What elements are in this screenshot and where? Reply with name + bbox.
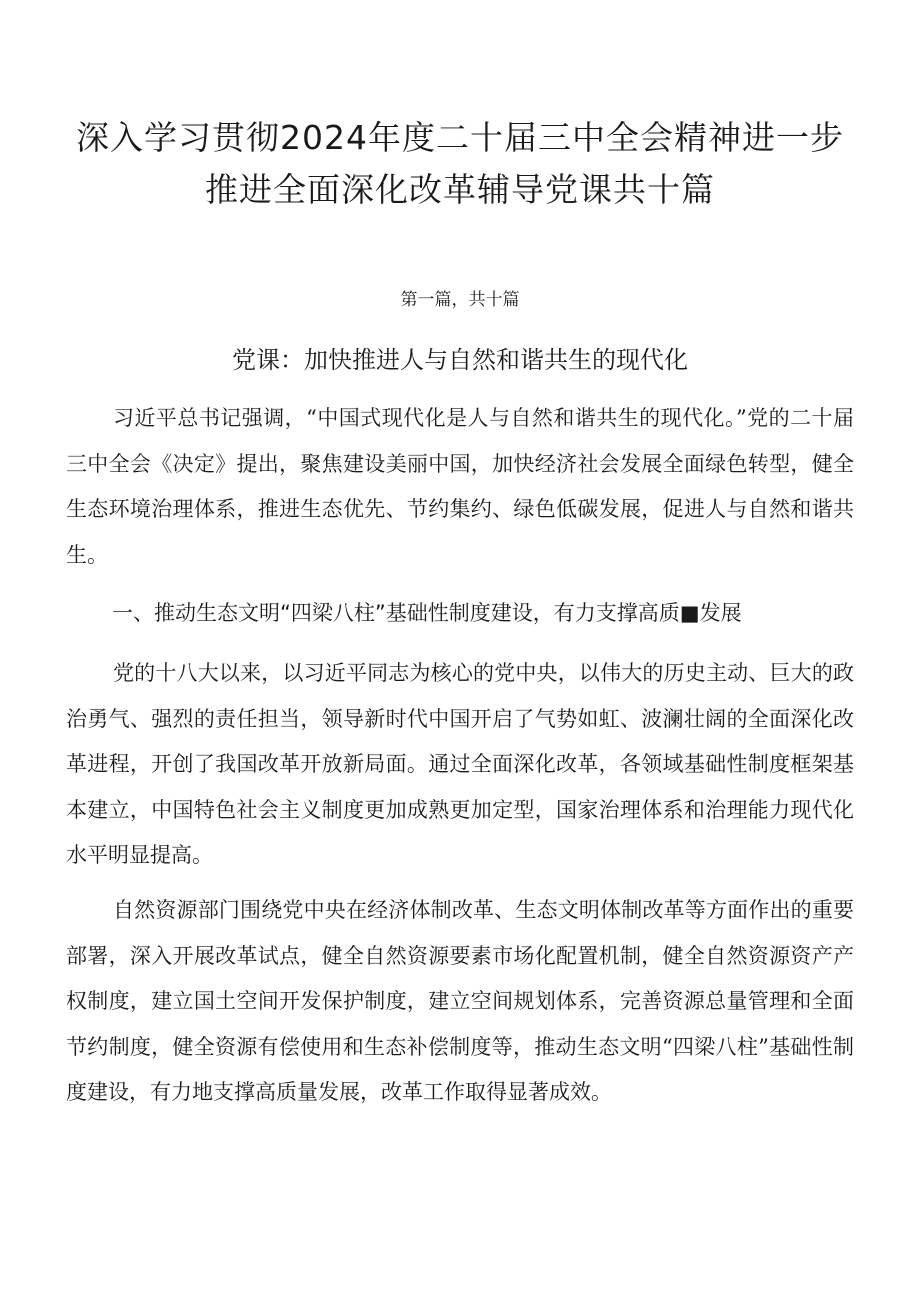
document-title-line-1: 深入学习贯彻2024年度二十届三中全会精神进一步 — [76, 118, 844, 157]
part-label: 第一篇，共十篇 — [400, 290, 520, 310]
paragraph-natural-resources: 自然资源部门围绕党中央在经济体制改革、生态文明体制改革等方面作出的重要部署，深入开展改革试点，健全自然资源要素市场化配置机制，健全自然资源资产产权制度，建立国土空间开发保护制度，建立空间规划体系，完善资源总量管理和全面节约制度，健全资源有偿使用和生态补偿制度等，推动生态文明“四梁八柱”基础性制度建设，有力地支撑高质量发展，改革工作取得显著成效。 — [66, 898, 854, 1104]
document-title-line-2: 推进全面深化改革辅导党课共十篇 — [205, 170, 715, 209]
section-heading-1: 一、推动生态文明“四梁八柱”基础性制度建设，有力支撑高质■发展 — [112, 601, 742, 625]
paragraph-intro: 习近平总书记强调，“中国式现代化是人与自然和谐共生的现代化。”党的二十届三中全会《决定》提出，聚焦建设美丽中国，加快经济社会发展全面绿色转型，健全生态环境治理体系，推进生态优先、节约集约、绿色低碳发展，促进人与自然和谐共生。 — [66, 406, 854, 567]
document-title — [40, 112, 880, 216]
paragraph-reform-history: 党的十八大以来，以习近平同志为核心的党中央，以伟大的历史主动、巨大的政治勇气、强烈的责任担当，领导新时代中国开启了气势如虹、波澜壮阔的全面深化改革进程，开创了我国改革开放新局面。通过全面深化改革，各领域基础性制度框架基本建立，中国特色社会主义制度更加成熟更加定型，国家治理体系和治理能力现代化水平明显提高。 — [66, 661, 854, 867]
lesson-title: 党课：加快推进人与自然和谐共生的现代化 — [232, 346, 688, 374]
